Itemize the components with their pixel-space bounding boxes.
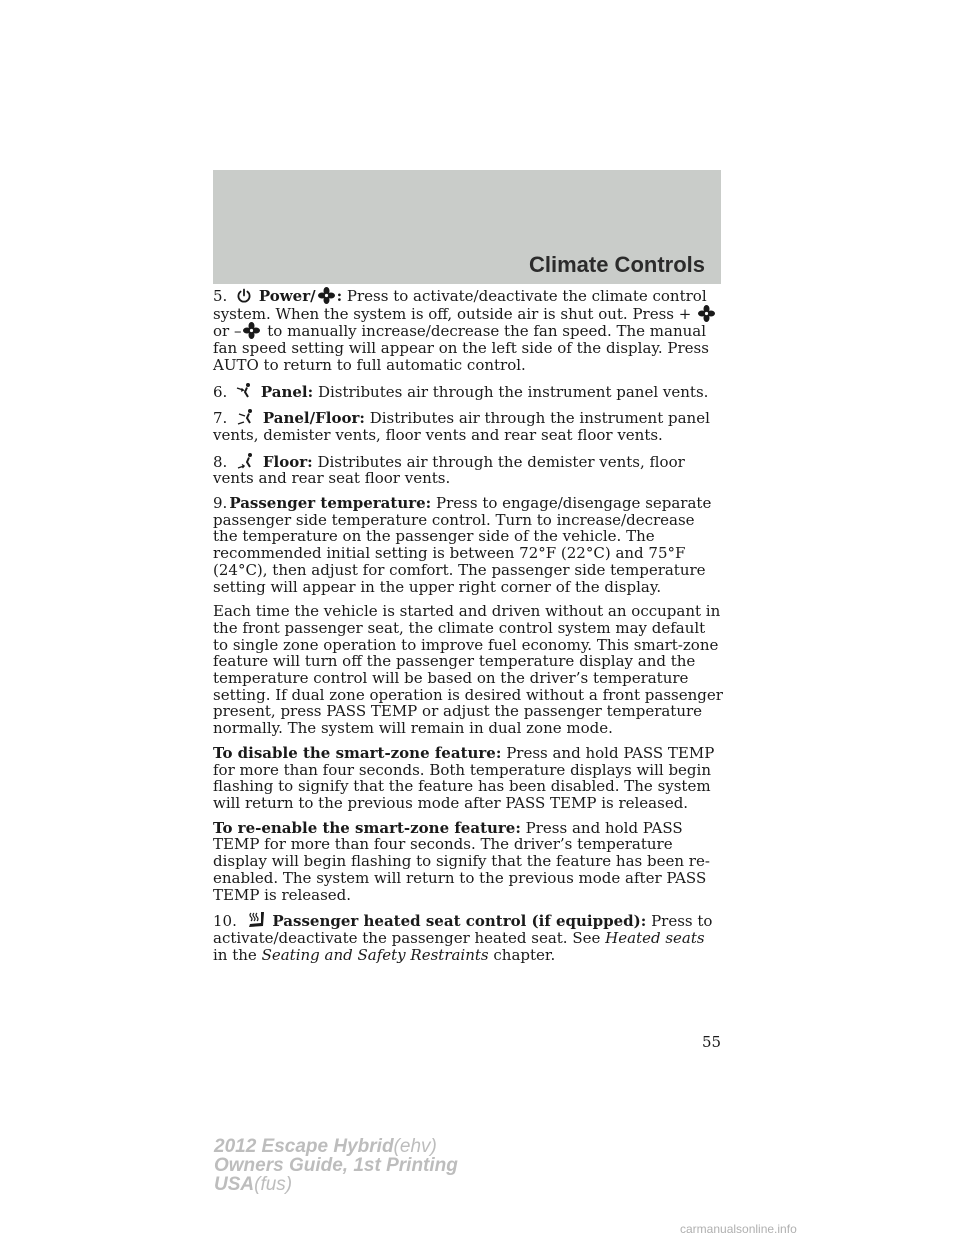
- item-5: [213, 287, 723, 374]
- item-text: in the: [213, 945, 257, 964]
- item-6: [213, 382, 723, 401]
- item-9: [213, 495, 723, 595]
- item-text: Press to activate/deactivate the passenger heated seat. See: [213, 912, 713, 947]
- item-label: Panel:: [260, 382, 314, 401]
- section-header-band: [213, 170, 721, 284]
- disable-smart-zone: [213, 745, 723, 812]
- item-number: 7.: [213, 409, 228, 428]
- item-label: To re-enable the smart-zone feature:: [213, 818, 521, 837]
- footer-line-1: [214, 1137, 458, 1156]
- fan-icon: [698, 305, 715, 322]
- item-text: or: [213, 322, 230, 341]
- item-text: Press and hold PASS TEMP for more than four seconds. The driver’s temperature display will begin flashing to signify that the feature has been re-enabled. The system will return to the previous mode after PASS TEMP is released.: [213, 818, 710, 904]
- cross-reference-chapter: Seating and Safety Restraints: [261, 945, 489, 964]
- item-label: Floor:: [262, 452, 313, 471]
- footer-line-3: [214, 1175, 458, 1194]
- item-label: Passenger heated seat control (if equipped):: [272, 912, 647, 931]
- item-8: [213, 452, 723, 487]
- item-label-colon: :: [336, 287, 343, 305]
- item-number: 10.: [213, 912, 237, 931]
- panel-floor-icon: [236, 408, 256, 426]
- item-7: [213, 408, 723, 443]
- item-text: to manually increase/decrease the fan speed. The manual fan speed setting will appear on the left side of the display. Press AUTO to return to full automatic control.: [213, 322, 709, 374]
- heated-seat-icon: [246, 911, 266, 929]
- smart-zone-paragraph: Each time the vehicle is started and driven without an occupant in the front passenger seat, the climate control system may default to single zone operation to improve fuel economy. This smart-zone feature will turn off the passenger temperature display and the temperature control will be based on the driver’s temperature setting. If dual zone operation is desired without a front passenger present, press PASS TEMP or adjust the passenger temperature normally. The system will remain in dual zone mode.: [213, 602, 723, 738]
- item-text: Press and hold PASS TEMP for more than four seconds. Both temperature displays will begin flashing to signify that the feature has been disabled. The system will return to the previous mode after PASS TEMP is released.: [213, 743, 715, 812]
- item-label: Power/: [258, 287, 316, 305]
- footer-market-code: (fus): [254, 1174, 293, 1195]
- item-number: 5.: [213, 287, 228, 305]
- item-text: Distributes air through the instrument panel vents.: [317, 382, 709, 401]
- page-content: [213, 287, 723, 971]
- item-label: Passenger temperature:: [229, 494, 432, 513]
- footer-line-2: [214, 1156, 458, 1175]
- item-text: Distributes air through the demister vents, floor vents and rear seat floor vents.: [213, 452, 685, 488]
- item-label: Panel/Floor:: [262, 409, 365, 428]
- floor-vent-icon: [236, 452, 256, 470]
- section-title: Climate Controls: [528, 252, 705, 277]
- cross-reference-heated-seats: Heated seats: [605, 928, 705, 947]
- item-text: chapter.: [493, 945, 556, 964]
- item-text: –: [233, 322, 242, 341]
- footer-market: USA: [214, 1174, 255, 1195]
- item-text: Distributes air through the instrument panel vents, demister vents, floor vents and rear seat floor vents.: [213, 409, 710, 444]
- print-footer: [214, 1137, 458, 1194]
- item-text: Press to engage/disengage separate passenger side temperature control. Turn to increase/decrease the temperature on the passenger side of the vehicle. The recommended initial setting is between 72°F (22°C) and 75°F (24°C), then adjust for comfort. The passenger side temperature setting will appear in the upper right corner of the display.: [213, 494, 712, 596]
- footer-guide: Owners Guide, 1st Printing: [214, 1155, 458, 1176]
- page-number: 55: [702, 1033, 722, 1051]
- footer-model-code: (ehv): [393, 1136, 437, 1157]
- item-number: 9.: [213, 494, 228, 513]
- item-label: To disable the smart-zone feature:: [213, 743, 502, 762]
- watermark: carmanualsonline.info: [680, 1222, 797, 1236]
- fan-icon: [243, 322, 260, 339]
- fan-icon: [318, 287, 335, 304]
- panel-vent-icon: [236, 382, 254, 400]
- item-number: 6.: [213, 382, 228, 401]
- power-icon: [236, 288, 252, 304]
- item-number: 8.: [213, 452, 228, 471]
- footer-model: 2012 Escape Hybrid: [214, 1136, 394, 1157]
- item-text: Press to activate/deactivate the climate control system. When the system is off, outside air is shut out. Press +: [213, 287, 707, 323]
- item-10: [213, 911, 723, 963]
- reenable-smart-zone: [213, 820, 723, 904]
